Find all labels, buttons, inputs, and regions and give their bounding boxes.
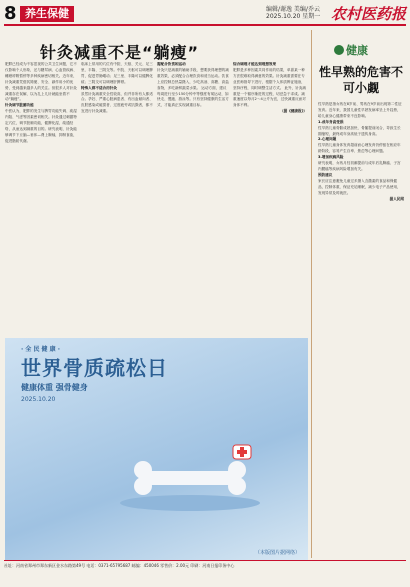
- paragraph: 家长应注意避免儿童过多摄入含激素的食品和保健品，控制体重，保证充足睡眠，减少电子产品使用，发现异常及时就医。: [318, 178, 401, 195]
- paragraph: 性早熟儿童身体发育超前而心理发育仍停留在相应年龄阶段，容易产生自卑、焦虑等心理问题。: [318, 143, 401, 154]
- leaf-icon: [334, 45, 344, 55]
- paragraph: 此外，针灸减重是一个循序渐进的过程，切忌急于求成。减重速度以每月2～4公斤为宜，过快减重反而对身体不利。: [233, 85, 307, 108]
- page-header: [4, 4, 406, 24]
- paragraph: 运动方面，建议每周进行至少150分钟中等强度有氧运动，如快走、慢跑、游泳等。只有坚持健康的生活方式，才能真正实现减重目标。: [157, 85, 229, 108]
- paragraph: 性早熟儿童骨骼成熟加快，骨骺提前闭合，导致生长期缩短，最终成年身高低于遗传身高。: [318, 125, 401, 136]
- poster-slogan: 健康体重 强骨健身: [21, 383, 88, 392]
- subheading: 需配合饮食和运动: [157, 62, 186, 66]
- subheading: 预防建议: [318, 172, 333, 177]
- poster-title: 世界骨质疏松日: [21, 356, 168, 380]
- paragraph: 针灸只是减重的辅助手段，想要获得理想的减重效果，必须配合合理饮食和适当运动。饮食上应控制总热量摄入，少吃高油、高糖、高盐食物，多吃新鲜蔬菜水果。: [157, 67, 229, 90]
- subheading: 特殊人群不适合用针灸: [81, 85, 117, 90]
- header-rule: [4, 24, 406, 26]
- sidebar-title: 性早熟的危害不可小觑: [318, 65, 403, 95]
- section-badge: 养生保健: [20, 6, 74, 22]
- newspaper-brand: 农村医药报: [330, 5, 406, 23]
- health-column-logo: 健康: [334, 42, 368, 58]
- page-footer: 社址：河南省郑州市郑东新区金水东路第49号 电话：0371-65795687 邮编：450046 零售价：2.00元 印刷：河南日报印务中心: [4, 560, 406, 569]
- article-title: 针灸减重不是“躺瘦”: [40, 43, 200, 62]
- bone-illustration-icon: [115, 443, 265, 513]
- subheading: 综合调理才能达到理想效果: [233, 62, 277, 66]
- poster-date: 2025.10.20: [21, 396, 56, 403]
- paragraph: 研究表明，女孩月经初潮提前与成年后乳腺癌、子宫内膜癌等疾病风险增加有关。: [318, 161, 401, 171]
- article-column-2: [81, 62, 153, 336]
- osteoporosis-day-poster: [5, 338, 308, 560]
- paragraph: 肥胖是多种因素共同作用的结果，单靠某一种方法很难取得满意的效果。针灸减重需要在专业医师指导下进行，根据个人体质辨证施治，坚持疗程，同时调整生活方式。: [233, 67, 305, 90]
- subheading: 2.心理问题: [318, 137, 337, 142]
- sidebar-article: [314, 30, 406, 558]
- paragraph: 中医认为，肥胖的发生与脾胃功能失调、痰湿内阻、气虚等因素密切相关。针灸通过刺激特定穴位，调节脏腑功能，健脾化湿，疏通经络，从而达到减重的目的。研究表明，针灸能够调节下丘脑—垂体—肾上腺轴，抑制食欲，促进脂肪代谢。: [5, 109, 77, 143]
- paragraph: 性早熟是指女孩在8岁前、男孩在9岁前出现第二性征发育。近年来，我国儿童性早熟发病率呈上升趋势，给儿童身心健康带来不良影响。: [318, 102, 402, 118]
- date-line: 2025.10.20 星期一: [266, 13, 321, 20]
- poster-credit: （本版图片据网络）: [254, 550, 300, 556]
- article-column-3: [157, 62, 229, 336]
- paragraph: 虽然针灸减重安全性较高，但并非所有人都适合。孕妇、严重心脏病患者、有出血倾向者、皮肤感染或破损者、过度疲劳或饥饿者，都不宜进行针灸减重。: [81, 91, 153, 114]
- subheading: 1.成年身高受损: [318, 119, 344, 124]
- page-number: 8: [4, 3, 17, 24]
- sidebar-body: [318, 102, 404, 558]
- editor-line: 编辑/谢逸 美编/乔云: [266, 6, 320, 13]
- sidebar-author: 据人民网: [389, 196, 404, 201]
- article-column-4: [233, 62, 307, 336]
- paragraph: 临床上常用的穴位有中脘、天枢、关元、足三里、丰隆、三阴交等。中脘、天枢可以调理脾胃，促进胃肠蠕动；足三里、丰隆可以健脾化痰；三阴交可以调理肝脾肾。: [81, 62, 153, 84]
- subheading: 针灸调节脏腑功能: [5, 103, 34, 108]
- article-author: （据《健康报》）: [280, 109, 307, 114]
- paragraph: 肥胖已经成为不容忽视的公共卫生问题，它不仅影响个人形象，还与糖尿病、心血管疾病、睡眠呼吸暂停等多种疾病密切相关。近年来，针灸减重凭借其简便、安全、副作用小的优势，受到越来越多人的关注。但很多人对针灸减重存在误解，以为扎上几针就能坐着不动“躺瘦”。: [5, 62, 77, 102]
- poster-top-line: · 全 民 健 康 ·: [21, 346, 61, 353]
- subheading: 3.增加疾病风险: [318, 155, 344, 160]
- article-column-1: [5, 62, 77, 336]
- header-meta: [266, 6, 320, 20]
- column-divider: [311, 30, 312, 558]
